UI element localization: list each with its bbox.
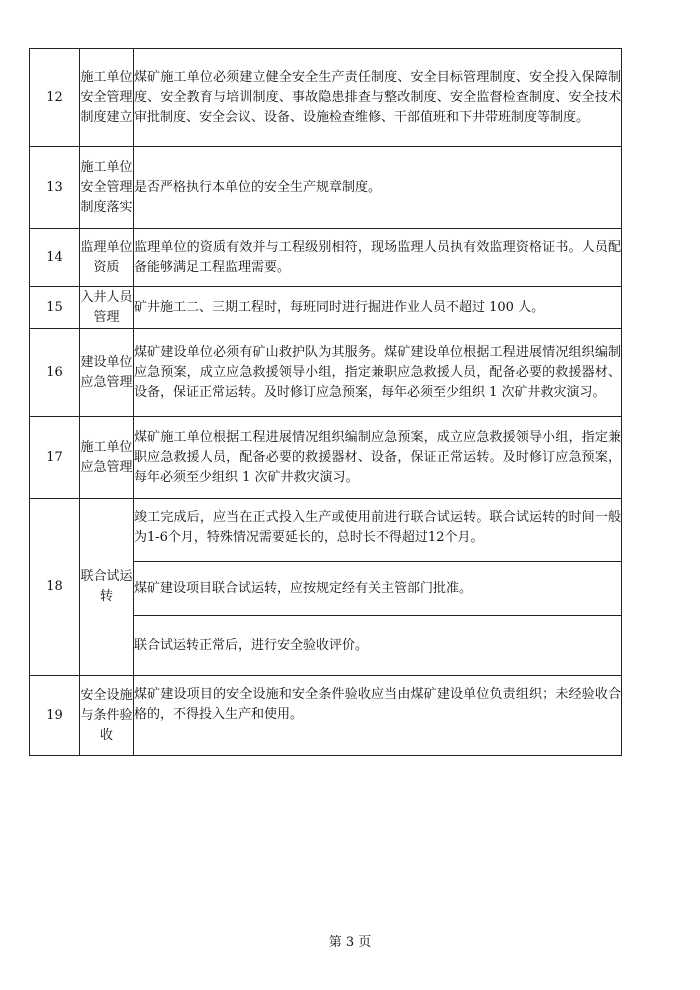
table-row xyxy=(30,147,622,229)
row-content: 矿井施工二、三期工程时，每班同时进行掘进作业人员不超过 100 人。 xyxy=(134,287,622,329)
row-number: 15 xyxy=(30,287,80,329)
row-item: 联合试运转 xyxy=(80,499,134,676)
row-item: 安全设施与条件验收 xyxy=(80,676,134,756)
row-content: 煤矿施工单位必须建立健全安全生产责任制度、安全目标管理制度、安全投入保障制度、安全教育与培训制度、事故隐患排查与整改制度、安全监督检查制度、安全技术审批制度、安全会议、设备、设施检查维修、干部值班和下井带班制度等制度。 xyxy=(134,49,622,147)
row-content: 竣工完成后，应当在正式投入生产或使用前进行联合试运转。联合试运转的时间一般为1-6个月，特殊情况需要延长的，总时长不得超过12个月。 xyxy=(134,499,622,562)
page-number: 第 3 页 xyxy=(328,935,372,950)
row-content: 是否严格执行本单位的安全生产规章制度。 xyxy=(134,147,622,229)
row-number: 14 xyxy=(30,229,80,287)
row-content: 监理单位的资质有效并与工程级别相符，现场监理人员执有效监理资格证书。人员配备能够满足工程监理需要。 xyxy=(134,229,622,287)
table-row xyxy=(30,49,622,147)
table-row xyxy=(30,329,622,417)
table-row xyxy=(30,287,622,329)
table-row xyxy=(30,676,622,756)
table-row xyxy=(30,499,622,562)
row-item: 建设单位应急管理 xyxy=(80,329,134,417)
row-item: 施工单位安全管理制度建立 xyxy=(80,49,134,147)
row-content: 煤矿施工单位根据工程进展情况组织编制应急预案，成立应急救援领导小组，指定兼职应急救援人员，配备必要的救援器材、设备，保证正常运转。及时修订应急预案，每年必须至少组织 1 次矿井救灾演习。 xyxy=(134,417,622,499)
row-content: 煤矿建设单位必须有矿山救护队为其服务。煤矿建设单位根据工程进展情况组织编制应急预案，成立应急救援领导小组，指定兼职应急救援人员，配备必要的救援器材、设备，保证正常运转。及时修订应急预案，每年必须至少组织 1 次矿井救灾演习。 xyxy=(134,329,622,417)
row-item: 施工单位应急管理 xyxy=(80,417,134,499)
row-item: 监理单位资质 xyxy=(80,229,134,287)
row-content: 煤矿建设项目联合试运转，应按规定经有关主管部门批准。 xyxy=(134,562,622,616)
row-number: 19 xyxy=(30,676,80,756)
row-number: 17 xyxy=(30,417,80,499)
regulation-table xyxy=(29,48,622,756)
row-item: 施工单位安全管理制度落实 xyxy=(80,147,134,229)
row-content: 联合试运转正常后，进行安全验收评价。 xyxy=(134,616,622,676)
row-item: 入井人员管理 xyxy=(80,287,134,329)
row-number: 13 xyxy=(30,147,80,229)
row-number: 18 xyxy=(30,499,80,676)
table-row xyxy=(30,229,622,287)
row-content: 煤矿建设项目的安全设施和安全条件验收应当由煤矿建设单位负责组织；未经验收合格的，不得投入生产和使用。 xyxy=(134,676,622,756)
row-number: 16 xyxy=(30,329,80,417)
table-row xyxy=(30,417,622,499)
row-number: 12 xyxy=(30,49,80,147)
